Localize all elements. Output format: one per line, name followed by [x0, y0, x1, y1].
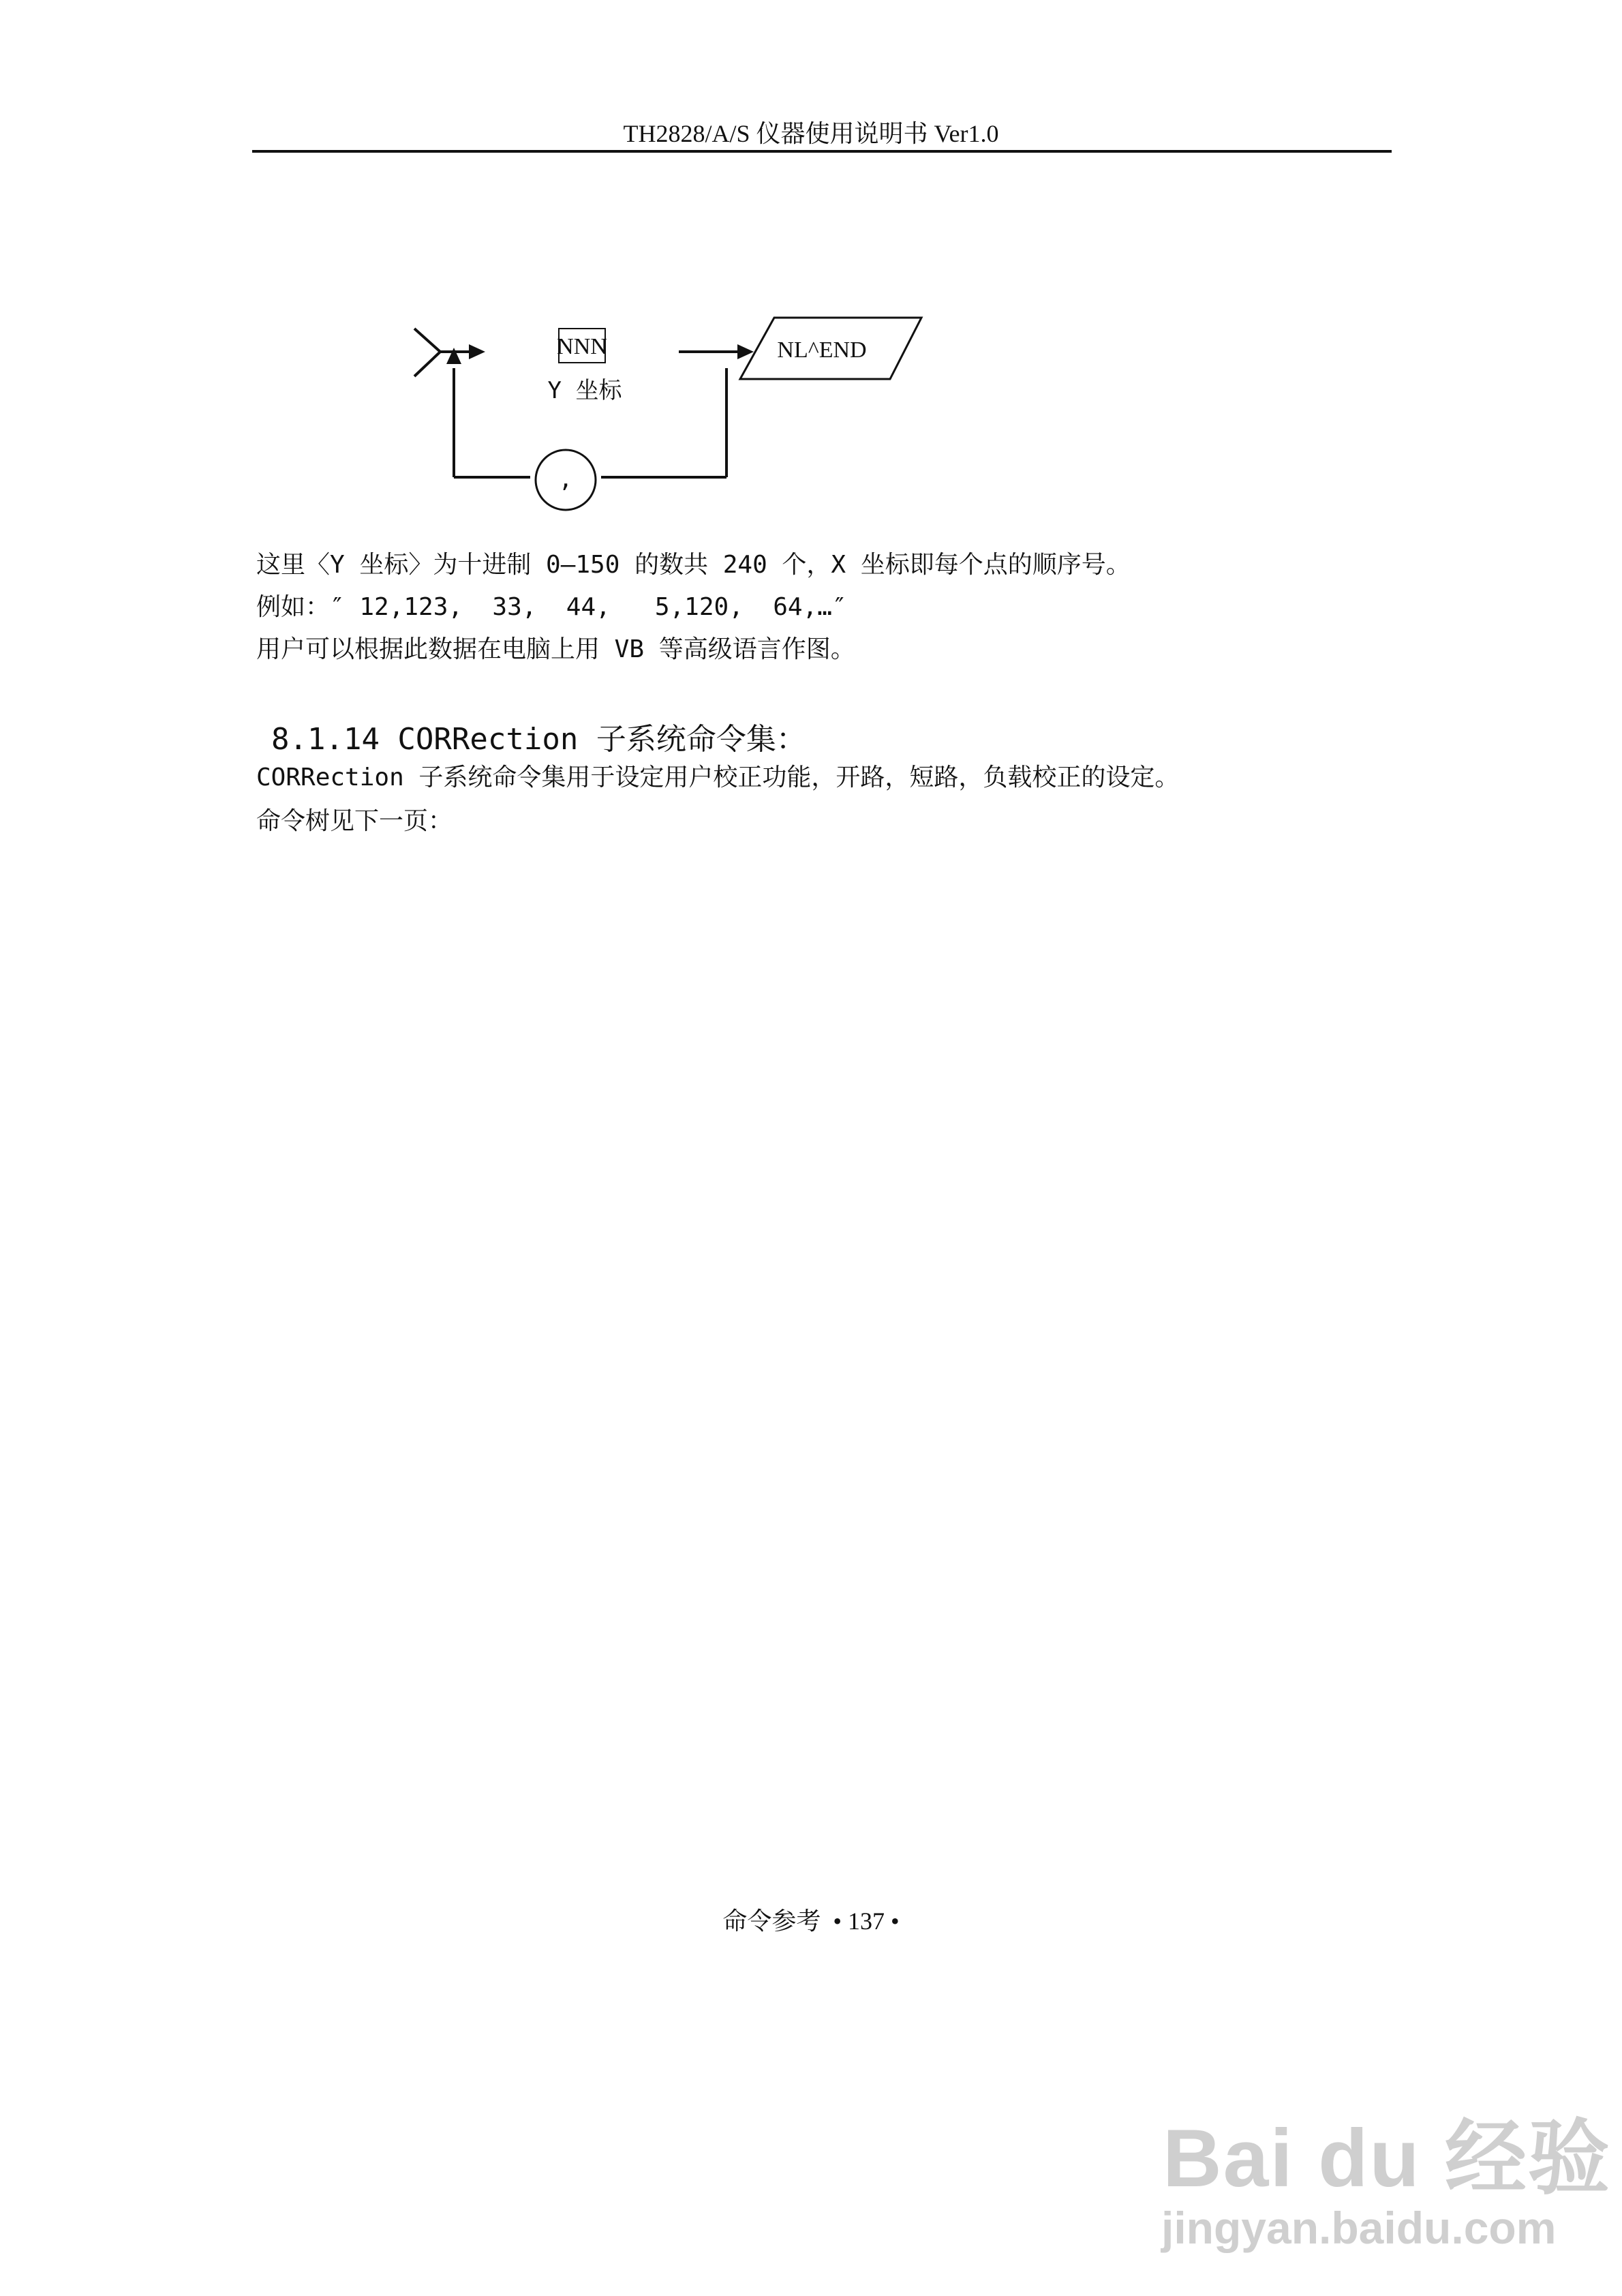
page-footer: 命令参考 • 137 •: [722, 1907, 900, 1935]
paragraph-line-1: 这里〈Y 坐标〉为十进制 0—150 的数共 240 个，X 坐标即每个点的顺序号。: [256, 551, 1131, 579]
entry-arrowhead: [469, 344, 485, 359]
section-description: CORRection 子系统命令集用于设定用户校正功能，开路，短路，负载校正的设定。: [256, 764, 1180, 791]
section-title: 8.1.14 CORRection 子系统命令集：: [271, 722, 806, 757]
syntax-diagram: [0, 0, 1622, 532]
y-coordinate-caption: Y 坐标: [547, 377, 622, 404]
entry-chevron: [414, 329, 440, 376]
watermark-logo: Bai du 经验: [1163, 2113, 1612, 2204]
watermark-url: jingyan.baidu.com: [1161, 2203, 1557, 2253]
nnn-label: NNN: [557, 334, 607, 359]
comma-label: ,: [558, 466, 573, 493]
loop-up-arrowhead: [446, 348, 461, 364]
terminator-label: NL^END: [777, 337, 867, 363]
header-title: TH2828/A/S 仪器使用说明书 Ver1.0: [623, 120, 999, 147]
section-note: 命令树见下一页：: [256, 807, 453, 835]
paragraph-line-2: 例如：″ 12,123, 33, 44, 5,120, 64,…″: [256, 593, 847, 621]
paragraph-line-3: 用户可以根据此数据在电脑上用 VB 等高级语言作图。: [256, 635, 855, 663]
